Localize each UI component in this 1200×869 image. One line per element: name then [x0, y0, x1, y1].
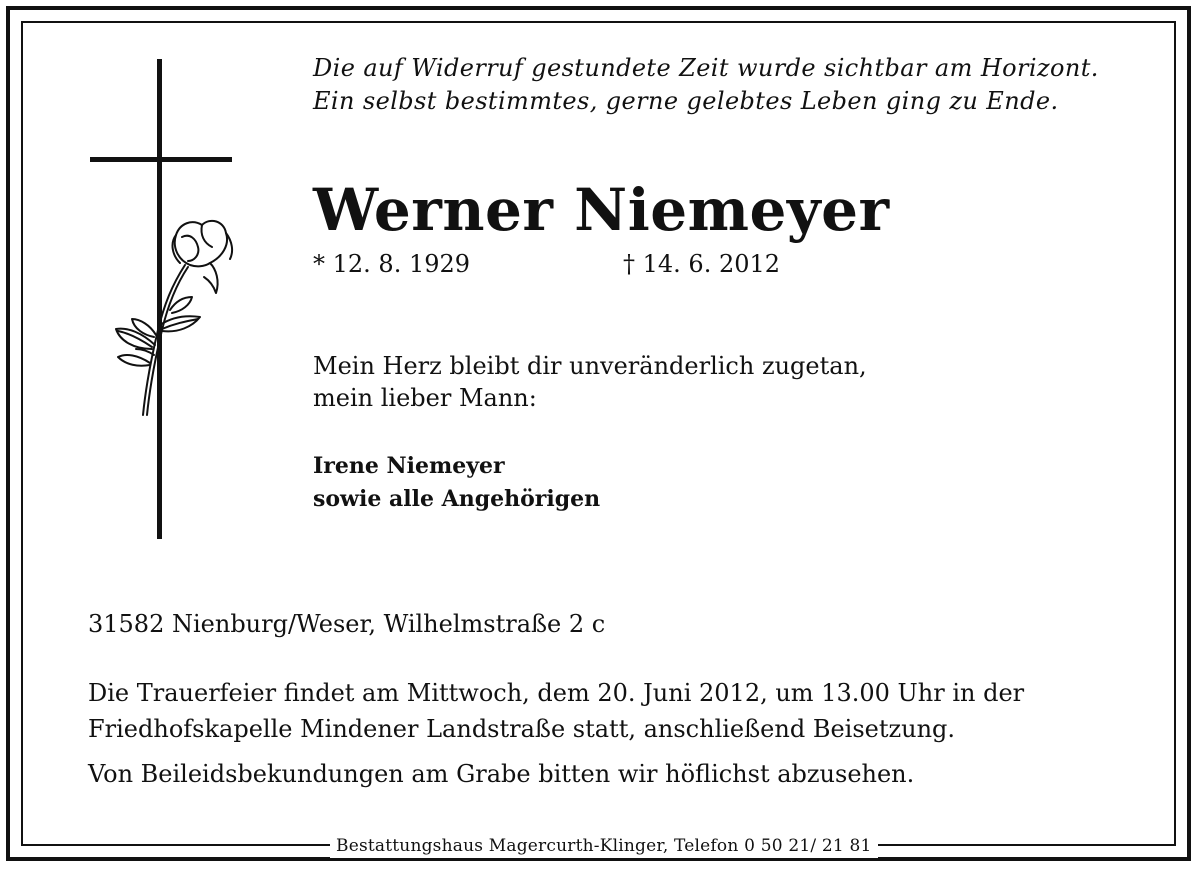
ceremony-line: Die Trauerfeier findet am Mittwoch, dem 20. Juni 2012, um 13.00 Uhr in der — [88, 679, 1025, 707]
deceased-name: Werner Niemeyer — [313, 176, 890, 244]
funeral-home-footer: Bestattungshaus Magercurth-Klinger, Telefon 0 50 21/ 21 81 — [330, 834, 878, 858]
verse-line: Die auf Widerruf gestundete Zeit wurde sichtbar am Horizont. — [313, 54, 1099, 82]
mourner-name: Irene Niemeyer — [313, 453, 505, 479]
rose-icon — [100, 205, 250, 435]
mourners — [313, 450, 600, 516]
dedication-line: mein lieber Mann: — [313, 384, 537, 412]
cross-horizontal-beam — [90, 157, 232, 162]
condolence-note: Von Beileidsbekundungen am Grabe bitten wir höflichst abzusehen. — [88, 760, 915, 788]
death-date: † 14. 6. 2012 — [623, 250, 781, 278]
dedication — [313, 350, 867, 414]
birth-date: * 12. 8. 1929 — [313, 250, 471, 278]
verse-line: Ein selbst bestimmtes, gerne gelebtes Leben ging zu Ende. — [313, 87, 1059, 115]
address: 31582 Nienburg/Weser, Wilhelmstraße 2 c — [88, 610, 606, 638]
ceremony-info — [88, 675, 1024, 747]
ceremony-line: Friedhofskapelle Mindener Landstraße statt, anschließend Beisetzung. — [88, 715, 956, 743]
mourner-relatives: sowie alle Angehörigen — [313, 486, 601, 512]
verse — [313, 52, 1153, 118]
dedication-line: Mein Herz bleibt dir unveränderlich zugetan, — [313, 352, 867, 380]
